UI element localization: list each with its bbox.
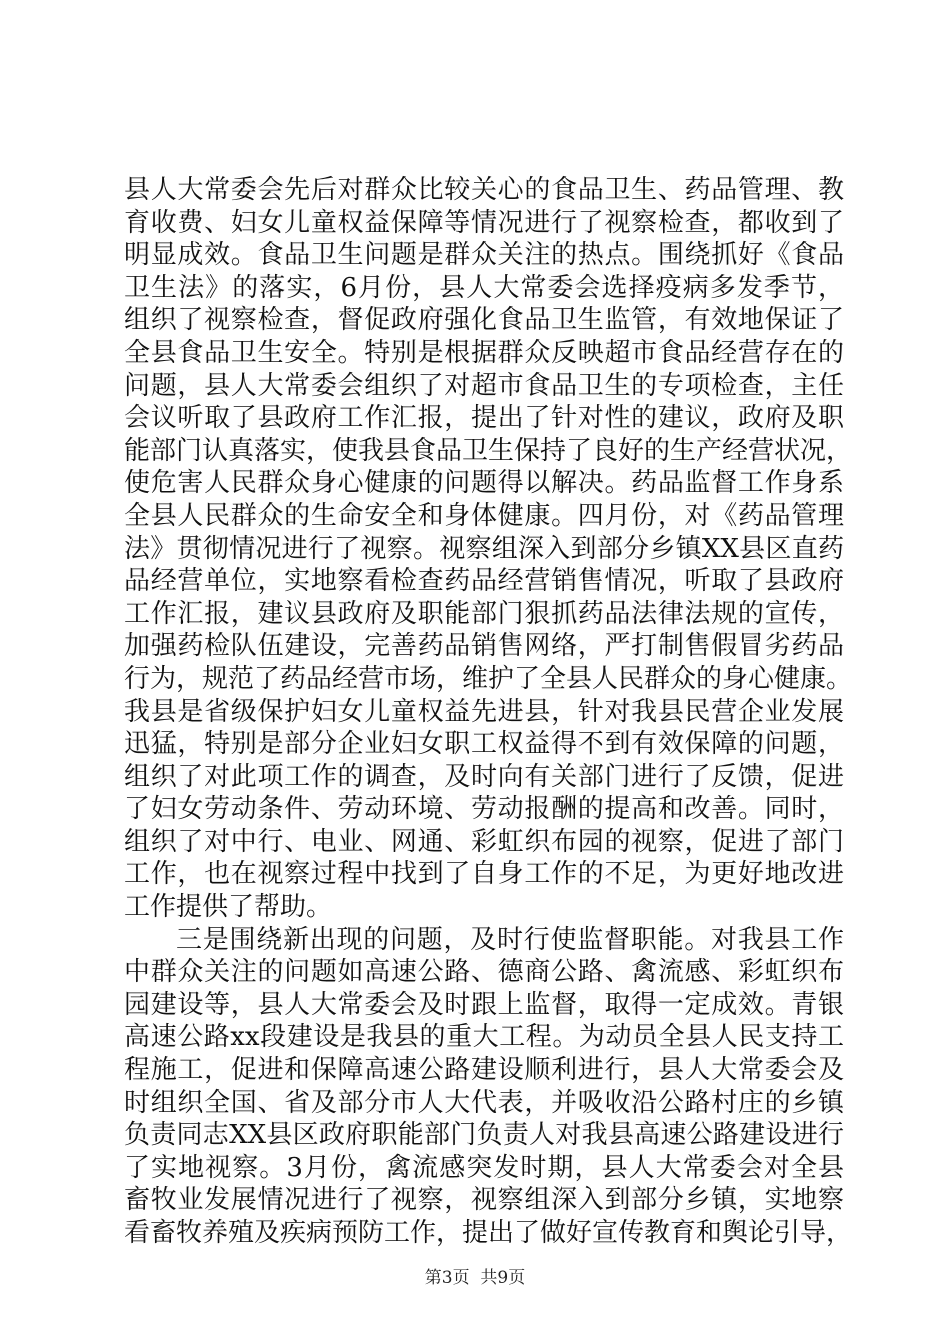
- text-line: 了妇女劳动条件、劳动环境、劳动报酬的提高和改善。同时，: [124, 794, 844, 825]
- text-line: 组织了视察检查，督促政府强化食品卫生监管，有效地保证了: [124, 305, 844, 336]
- text-line: 三是围绕新出现的问题，及时行使监督职能。对我县工作: [176, 924, 844, 955]
- text-line: 看畜牧养殖及疾病预防工作，提出了做好宣传教育和舆论引导，: [124, 1218, 853, 1248]
- text-line: 加强药检队伍建设，完善药品销售网络，严打制售假冒劣药品: [124, 631, 844, 662]
- text-line: 问题，县人大常委会组织了对超市食品卫生的专项检查，主任: [124, 370, 844, 401]
- page-footer: [0, 1267, 950, 1289]
- page-number: 第3页 共9页: [424, 1268, 526, 1288]
- text-line: 工作，也在视察过程中找到了自身工作的不足，为更好地改进: [124, 859, 844, 890]
- body-text: [124, 174, 853, 1250]
- text-line: 程施工，促进和保障高速公路建设顺利进行，县人大常委会及: [124, 1055, 844, 1086]
- text-line: 使危害人民群众身心健康的问题得以解决。药品监督工作身系: [124, 468, 844, 499]
- text-line: 行为，规范了药品经营市场，维护了全县人民群众的身心健康。: [124, 663, 853, 694]
- text-line: 县人大常委会先后对群众比较关心的食品卫生、药品管理、教: [124, 175, 844, 205]
- text-line: 时组织全国、省及部分市人大代表，并吸收沿公路村庄的乡镇: [124, 1087, 844, 1118]
- text-line: 园建设等，县人大常委会及时跟上监督，取得一定成效。青银: [124, 989, 844, 1020]
- text-line: 我县是省级保护妇女儿童权益先进县，针对我县民营企业发展: [124, 696, 844, 727]
- text-line: 育收费、妇女儿童权益保障等情况进行了视察检查，都收到了: [124, 207, 844, 238]
- text-line: 品经营单位，实地察看检查药品经营销售情况，听取了县政府: [124, 566, 844, 597]
- text-line: 明显成效。食品卫生问题是群众关注的热点。围绕抓好《食品: [124, 240, 844, 271]
- text-line: 法》贯彻情况进行了视察。视察组深入到部分乡镇XX县区直药: [124, 533, 844, 564]
- text-line: 卫生法》的落实，6月份，县人大常委会选择疫病多发季节，: [124, 272, 844, 303]
- text-line: 全县人民群众的生命安全和身体健康。四月份，对《药品管理: [124, 500, 844, 531]
- text-line: 全县食品卫生安全。特别是根据群众反映超市食品经营存在的: [124, 337, 844, 368]
- text-line: 了实地视察。3月份，禽流感突发时期，县人大常委会对全县: [124, 1152, 844, 1183]
- text-line: 高速公路xx段建设是我县的重大工程。为动员全县人民支持工: [124, 1022, 844, 1053]
- text-line: 能部门认真落实，使我县食品卫生保持了良好的生产经营状况，: [124, 435, 853, 466]
- text-line: 工作汇报，建议县政府及职能部门狠抓药品法律法规的宣传，: [124, 598, 844, 629]
- text-line: 组织了对中行、电业、网通、彩虹织布园的视察，促进了部门: [124, 826, 844, 857]
- text-line: 负责同志XX县区政府职能部门负责人对我县高速公路建设进行: [124, 1120, 844, 1151]
- text-line: 工作提供了帮助。: [124, 892, 333, 923]
- text-line: 组织了对此项工作的调查，及时向有关部门进行了反馈，促进: [124, 761, 844, 792]
- text-line: 会议听取了县政府工作汇报，提出了针对性的建议，政府及职: [124, 403, 844, 434]
- text-line: 中群众关注的问题如高速公路、德商公路、禽流感、彩虹织布: [124, 957, 844, 988]
- text-line: 迅猛，特别是部分企业妇女职工权益得不到有效保障的问题，: [124, 729, 844, 760]
- text-line: 畜牧业发展情况进行了视察，视察组深入到部分乡镇，实地察: [124, 1185, 844, 1216]
